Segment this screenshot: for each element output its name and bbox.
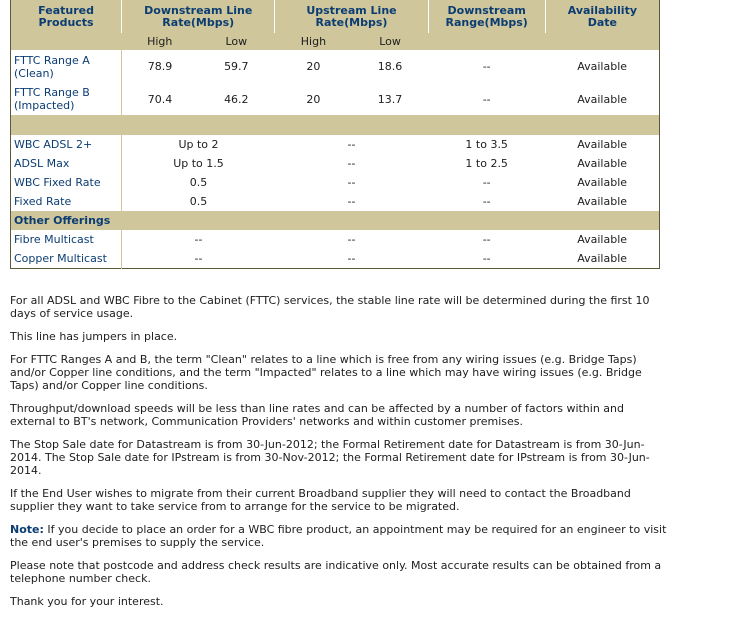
table-row	[11, 249, 660, 268]
availability-value: Available	[577, 138, 628, 151]
down-high-value: 70.4	[147, 92, 173, 106]
up-high-value: 20	[306, 92, 321, 106]
range-value: --	[482, 195, 491, 208]
note-postcode-check: Please note that postcode and address check results are indicative only. Most accurate results can be obtained from a telephone number check.	[10, 559, 662, 585]
product-label: FTTC Range A (Clean)	[11, 50, 122, 83]
header-upstream-line-rate: Upstream Line Rate(Mbps)	[275, 0, 428, 33]
range-value: 1 to 3.5	[465, 138, 508, 151]
upstream-value: --	[347, 157, 356, 170]
table-row	[11, 192, 660, 211]
range-value: --	[482, 233, 491, 246]
range-value: --	[482, 176, 491, 189]
downstream-value: Up to 1.5	[173, 157, 224, 170]
subheader-up-low: Low	[352, 33, 428, 50]
table-row	[11, 154, 660, 173]
table-row	[11, 173, 660, 192]
product-label: WBC ADSL 2+	[11, 135, 122, 154]
subheader-availability-blank	[545, 33, 659, 50]
note-stable-line-rate: For all ADSL and WBC Fibre to the Cabinet (FTTC) services, the stable line rate will be determined during the first 10 days of service usage.	[10, 294, 650, 320]
note-migrate: If the End User wishes to migrate from their current Broadband supplier they will need to contact the Broadband supplier they want to take service from to arrange for the service to be migrated.	[10, 487, 631, 513]
subheader-range-blank	[428, 33, 545, 50]
availability-value: Available	[577, 92, 628, 106]
range-value: --	[482, 92, 491, 106]
section-heading-row	[11, 211, 660, 230]
availability-value: Available	[577, 176, 628, 189]
availability-value: Available	[577, 157, 628, 170]
product-label: FTTC Range B (Impacted)	[11, 83, 122, 115]
table-row	[11, 50, 660, 83]
subheader-down-low: Low	[198, 33, 275, 50]
product-label: WBC Fixed Rate	[11, 173, 122, 192]
note-thank-you: Thank you for your interest.	[10, 595, 164, 608]
upstream-value: --	[347, 195, 356, 208]
down-high-value: 78.9	[147, 60, 173, 73]
up-low-value: 18.6	[377, 60, 403, 73]
product-label: Fixed Rate	[11, 192, 122, 211]
downstream-value: 0.5	[189, 195, 208, 208]
note-label: Note:	[10, 523, 44, 536]
downstream-value: Up to 2	[178, 138, 219, 151]
availability-value: Available	[577, 233, 628, 246]
availability-value: Available	[577, 60, 628, 73]
upstream-value: --	[347, 233, 356, 246]
upstream-value: --	[347, 138, 356, 151]
notes-section	[10, 294, 670, 618]
down-low-value: 46.2	[224, 92, 249, 106]
range-value: --	[482, 251, 491, 265]
broadband-availability-table	[10, 0, 660, 269]
downstream-value: --	[194, 233, 203, 246]
product-label: Fibre Multicast	[11, 230, 122, 249]
table-row	[11, 83, 660, 115]
product-label: Copper Multicast	[11, 249, 122, 268]
product-label: ADSL Max	[11, 154, 122, 173]
subheader-blank	[11, 33, 122, 50]
header-downstream-line-rate: Downstream Line Rate(Mbps)	[122, 0, 275, 33]
section-divider	[11, 115, 660, 135]
note-jumpers: This line has jumpers in place.	[10, 330, 178, 343]
note-stop-sale: The Stop Sale date for Datastream is from 30-Jun-2012; the Formal Retirement date for Datastream is from 30-Jun-2014. The Stop Sale date for IPstream is from 30-Nov-2012; the Formal Retirement date for IPstream is from 30-Jun-2014.	[10, 438, 650, 477]
range-value: --	[482, 60, 491, 73]
range-value: 1 to 2.5	[465, 157, 508, 170]
table-subheader-row	[11, 33, 660, 50]
down-low-value: 59.7	[224, 60, 249, 73]
downstream-value: --	[194, 251, 203, 265]
up-low-value: 13.7	[377, 92, 403, 106]
upstream-value: --	[347, 251, 356, 265]
header-featured-products: Featured Products	[11, 0, 122, 33]
table-header-row	[11, 0, 660, 33]
table-row	[11, 230, 660, 249]
header-availability-date: Availability Date	[545, 0, 659, 33]
up-high-value: 20	[306, 60, 321, 73]
table-row	[11, 135, 660, 154]
subheader-down-high: High	[122, 33, 198, 50]
upstream-value: --	[347, 176, 356, 189]
downstream-value: 0.5	[189, 176, 208, 189]
other-offerings-heading: Other Offerings	[11, 211, 660, 230]
availability-value: Available	[577, 195, 628, 208]
subheader-up-high: High	[275, 33, 352, 50]
availability-value: Available	[577, 251, 628, 265]
note-appointment	[10, 523, 670, 549]
note-appointment-text: If you decide to place an order for a WBC fibre product, an appointment may be required for an engineer to visit the end user's premises to supply the service.	[10, 523, 667, 549]
note-clean-impacted: For FTTC Ranges A and B, the term "Clean" relates to a line which is free from any wiring issues (e.g. Bridge Taps) and/or Copper line conditions, and the term "Impacted" relates to a line which may have wiring issues (e.g. Bridge Taps) and/or Copper line conditions.	[10, 353, 642, 392]
header-downstream-range: Downstream Range(Mbps)	[428, 0, 545, 33]
note-throughput: Throughput/download speeds will be less than line rates and can be affected by a number of factors within and external to BT's network, Communication Providers' networks and within customer premises.	[10, 402, 625, 428]
